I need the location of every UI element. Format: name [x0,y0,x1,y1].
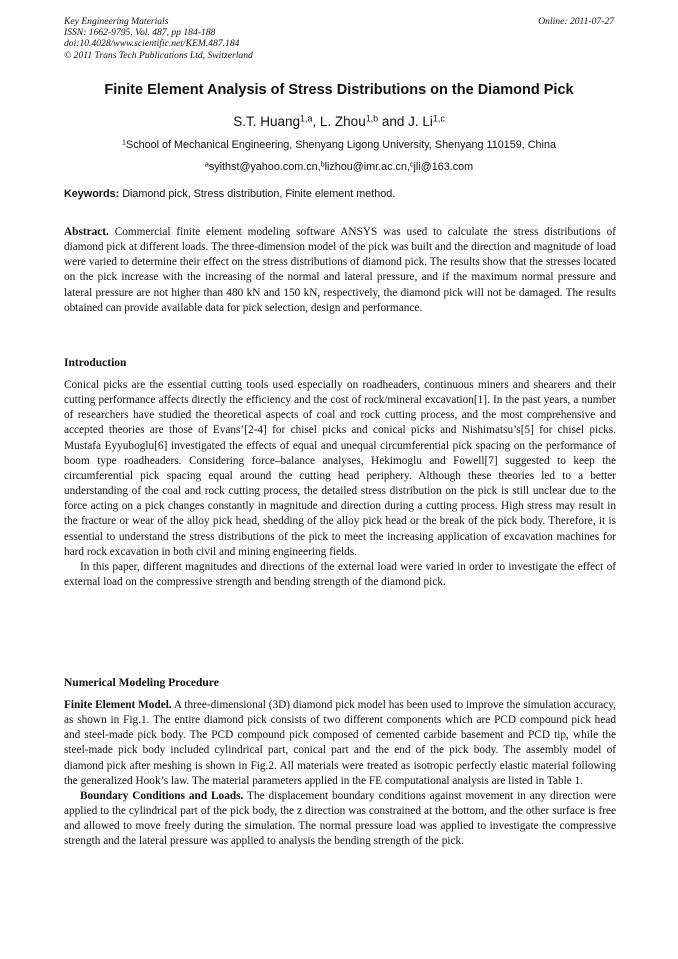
affiliation-text: School of Mechanical Engineering, Shenyang Ligong University, Shenyang 110159, China [126,139,556,151]
author-name: L. Zhou [319,114,366,129]
doi-line: doi:10.4028/www.scientific.net/KEM.487.184 [64,38,240,50]
subsection-label: Boundary Conditions and Loads. [80,789,244,802]
paper-title: Finite Element Analysis of Stress Distributions on the Diamond Pick [104,82,574,98]
affiliation-sup: 1 [122,138,126,147]
author-sup: 1,b [365,113,379,124]
section-heading-introduction: Introduction [64,357,127,369]
email-line [0,161,678,173]
paragraph [64,789,616,850]
author-name: J. Li [408,114,433,129]
email-link[interactable]: jli@163.com [413,161,474,173]
section-heading-modeling: Numerical Modeling Procedure [64,677,219,689]
email-sup: a [204,160,209,169]
abstract-label: Abstract. [64,226,109,238]
paragraph-text: A three-dimensional (3D) diamond pick model has been used to improve the simulation accuracy, as shown in Fig.1. The entire diamond pick consists of two different components which are PCD compound pick head and steel-made pick body. The PCD compound pick composed of cemented carbide basement and PCD tip, while the steel-made pick body included cylindrical part, conical part and the end of the pick body. The assembly model of diamond pick after meshing is shown in Fig.2. All materials were treated as isotropic perfectly elastic material following the generalized Hook’s law. The material parameters applied in the FE computational analysis are listed in Table 1. [64,699,616,787]
abstract [64,225,616,316]
modeling-body [64,698,616,850]
issn-line: ISSN: 1662-9795, Vol. 487, pp 184-188 [64,27,216,39]
online-date: Online: 2011-07-27 [538,16,614,27]
email-link[interactable]: syithst@yahoo.com.cn, [208,161,321,173]
paragraph: In this paper, different magnitudes and directions of the external load were varied in order to investigate the effect of external load on the compressive strength and bending strength of the diamond pick. [64,560,616,589]
author-name: S.T. Huang [233,114,301,129]
affiliation [0,139,678,151]
paragraph: Conical picks are the essential cutting tools used especially on roadheaders, continuous miners and shearers and their cutting performance affects directly the efficiency and the cost of rock/mineral excavation[1]. In the past years, a number of researchers have studied the theoretical aspects of coal and rock cutting process, and the most comprehensive and accepted theories are those of Evans’[2-4] for chisel picks and conical picks and Nishimatsu’s[5] for chisel picks. Mustafa Eyyuboglu[6] investigated the effects of equal and unequal circumferential pick spacing on the performance of boom type roadheaders. Considering force–balance analyses, Hekimoglu and Fowell[7] suggested to keep the circumferential pick spacing equal around the cutting head periphery. Although these theories led to a better understanding of the coal and rock cutting process, the detailed stress distribution on the pick is still unclear due to the force acting on a pick changes constantly in magnitude and direction during a cutting process. High stress may result in the fracture or wear of the alloy pick head, shedding of the alloy pick head or the break of the pick body. Therefore, it is essential to understand the stress distributions of the pick to meet the increasing application of excavation machines for hard rock excavation in both civil and mining engineering fields. [64,379,616,558]
journal-header [64,16,253,61]
keywords [64,188,616,200]
email-sup: c [409,160,414,169]
introduction-body [64,378,616,590]
keywords-label: Keywords: [64,188,120,200]
author-line [0,114,678,129]
author-sup: 1,a [300,113,313,124]
author-sup: 1,c [432,113,445,124]
email-link[interactable]: lizhou@imr.ac.cn, [324,161,410,173]
abstract-text: Commercial finite element modeling software ANSYS was used to calculate the stress distributions of diamond pick at different loads. The three-dimension model of the pick was built and the direction and magnitude of load were varied to determine their effect on the stress distributions of diamond pick. The results show that the stresses located on the pick increase with the increasing of the normal and lateral pressure, and if the maximum normal pressure and lateral pressure are not higher than 480 kN and 150 kN, respectively, the diamond pick will not be damaged. The results obtained can provide available data for pick selection, design and performance. [64,226,616,314]
journal-name: Key Engineering Materials [64,16,169,27]
subsection-label: Finite Element Model. [64,699,172,711]
paragraph-text: The displacement boundary conditions against movement in any direction were applied to the cylindrical part of the pick body, the z direction was constrained at the bottom, and the other surface is free and allowed to move freely during the simulation. The normal pressure load was applied to investigate the compressive strength and the lateral pressure was applied to analysis the bending strength of the pick. [64,789,616,848]
paragraph [64,698,616,789]
keywords-text: Diamond pick, Stress distribution, Finite element method. [119,188,396,200]
copyright-line: © 2011 Trans Tech Publications Ltd, Switzerland [64,49,253,61]
email-sup: b [320,160,325,169]
author-separator: and [378,114,409,129]
author-separator: , [312,114,320,129]
